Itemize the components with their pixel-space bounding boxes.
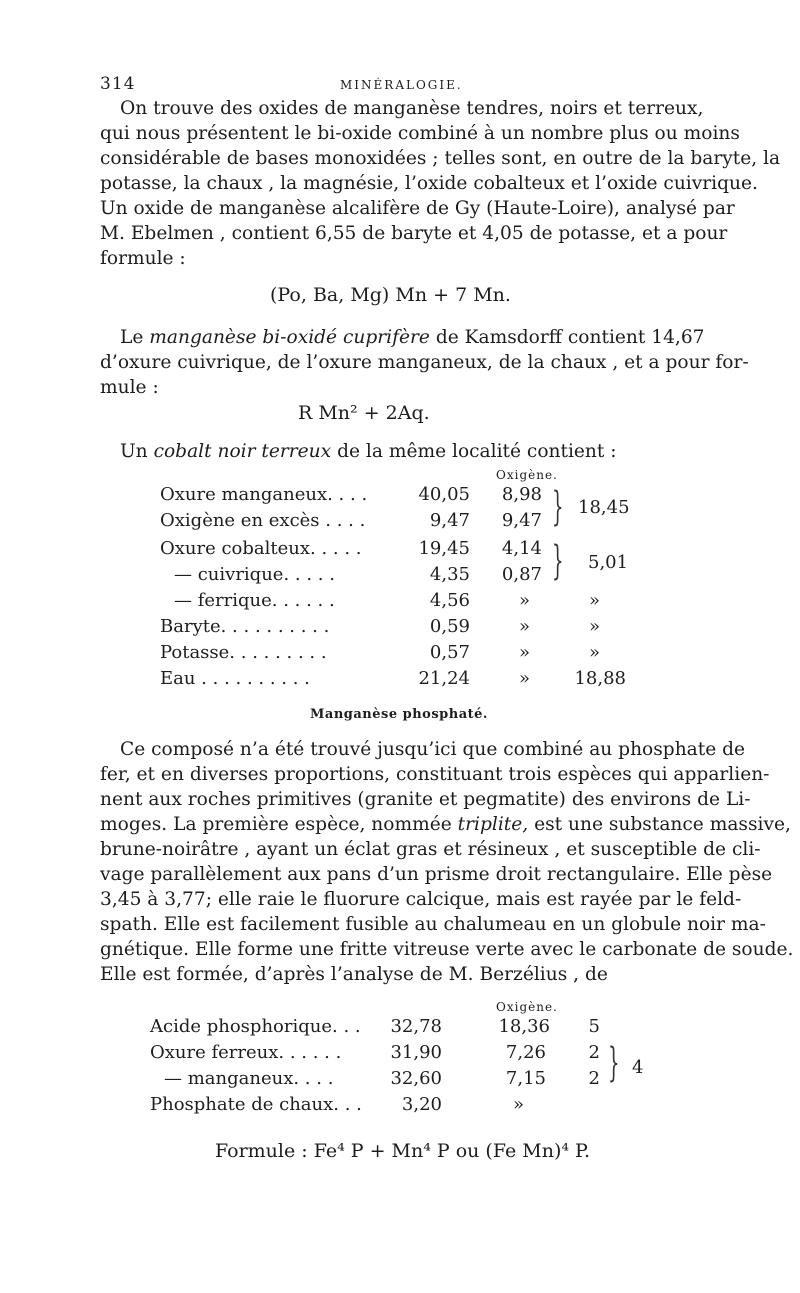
component-name: Oxigène en excès . . . . bbox=[160, 510, 366, 531]
component-value: 0,59 bbox=[429, 616, 470, 637]
paragraph-4 bbox=[100, 737, 794, 987]
component-value: 19,45 bbox=[418, 538, 470, 559]
text-line: vage parallèlement aux pans d’un prisme droit rectangulaire. Elle pèse bbox=[100, 864, 773, 885]
text-run: de la même localité contient : bbox=[337, 441, 617, 462]
component-name: — manganeux. . . . bbox=[164, 1068, 334, 1089]
oxygen-value: 7,15 bbox=[505, 1068, 546, 1089]
brace-glyph: } bbox=[552, 538, 564, 584]
component-name: — ferrique. . . . . . bbox=[174, 590, 335, 611]
paragraph-3 bbox=[100, 439, 697, 464]
paragraph-1 bbox=[100, 96, 781, 271]
text-line bbox=[100, 812, 791, 837]
text-line: gnétique. Elle forme une fritte vitreuse verte avec le carbonate de soude. bbox=[100, 939, 794, 960]
component-value: 4,35 bbox=[429, 564, 470, 585]
oxygen-value: » bbox=[518, 616, 530, 637]
oxygen-value: » bbox=[512, 1094, 524, 1115]
italic-term: manganèse bi-oxidé cuprifère bbox=[149, 327, 430, 348]
component-name: Baryte. . . . . . . . . . bbox=[160, 616, 330, 637]
component-value: 0,57 bbox=[429, 642, 470, 663]
oxygen-ratio-sum: 4 bbox=[632, 1057, 644, 1078]
oxygen-value: 8,98 bbox=[501, 484, 542, 505]
text-line: Ce composé n’a été trouvé jusqu’ici que combiné au phosphate de bbox=[120, 739, 746, 760]
text-run: est une substance massive, bbox=[534, 814, 791, 835]
oxygen-sum: 5,01 bbox=[588, 552, 629, 573]
oxygen-value: » bbox=[518, 590, 530, 611]
oxygen-sum: » bbox=[588, 590, 600, 611]
text-line bbox=[100, 325, 705, 350]
section-title: Manganèse phosphaté. bbox=[310, 707, 488, 722]
component-value: 4,56 bbox=[429, 590, 470, 611]
component-value: 3,20 bbox=[401, 1094, 442, 1115]
oxygen-sum: » bbox=[588, 616, 600, 637]
oxygen-ratio: 2 bbox=[588, 1068, 600, 1089]
running-header: MINÉRALOGIE. bbox=[340, 78, 463, 92]
italic-term: cobalt noir terreux bbox=[153, 441, 332, 462]
text-line: Elle est formée, d’après l’analyse de M. Berzélius , de bbox=[100, 964, 608, 985]
text-line: d’oxure cuivrique, de l’oxure manganeux, de la chaux , et a pour for- bbox=[100, 352, 749, 373]
formula-1: (Po, Ba, Mg) Mn + 7 Mn. bbox=[270, 284, 511, 306]
text-line: formule : bbox=[100, 248, 186, 269]
brace-glyph: } bbox=[608, 1040, 620, 1086]
component-name: Oxure cobalteux. . . . . bbox=[160, 538, 362, 559]
text-run: Le bbox=[120, 327, 144, 348]
component-name: Oxure manganeux. . . . bbox=[160, 484, 368, 505]
component-value: 21,24 bbox=[418, 668, 470, 689]
italic-term: triplite, bbox=[457, 814, 529, 835]
oxygen-sum: 18,88 bbox=[574, 668, 626, 689]
component-name: Acide phosphorique. . . bbox=[150, 1016, 361, 1037]
text-run: moges. La première espèce, nommée bbox=[100, 814, 452, 835]
oxygen-sum: » bbox=[588, 642, 600, 663]
oxygen-ratio: 5 bbox=[588, 1016, 600, 1037]
text-line: fer, et en diverses proportions, constituant trois espèces qui apparlien- bbox=[100, 764, 770, 785]
text-line: On trouve des oxides de manganèse tendres, noirs et terreux, bbox=[120, 98, 704, 119]
text-line: potasse, la chaux , la magnésie, l’oxide cobalteux et l’oxide cuivrique. bbox=[100, 173, 758, 194]
text-line: Un oxide de manganèse alcalifère de Gy (Haute-Loire), analysé par bbox=[100, 198, 735, 219]
text-line: qui nous présentent le bi-oxide combiné à un nombre plus ou moins bbox=[100, 123, 740, 144]
component-value: 32,78 bbox=[390, 1016, 442, 1037]
text-line: considérable de bases monoxidées ; telles sont, en outre de la baryte, la bbox=[100, 148, 781, 169]
text-run: de Kamsdorff contient 14,67 bbox=[435, 327, 705, 348]
oxygen-value: 0,87 bbox=[501, 564, 542, 585]
text-line: mule : bbox=[100, 377, 159, 398]
text-line: spath. Elle est facilement fusible au chalumeau en un globule noir ma- bbox=[100, 914, 766, 935]
oxygen-value: » bbox=[518, 668, 530, 689]
component-name: Oxure ferreux. . . . . . bbox=[150, 1042, 342, 1063]
component-value: 40,05 bbox=[418, 484, 470, 505]
oxygen-value: 7,26 bbox=[505, 1042, 546, 1063]
formula-3: Formule : Fe⁴ P + Mn⁴ P ou (Fe Mn)⁴ P. bbox=[215, 1140, 591, 1162]
oxygen-value: 9,47 bbox=[501, 510, 542, 531]
page-number: 314 bbox=[100, 74, 136, 94]
text-line bbox=[100, 439, 697, 464]
brace-glyph: } bbox=[552, 484, 564, 530]
oxygen-value: » bbox=[518, 642, 530, 663]
component-name: Potasse. . . . . . . . . bbox=[160, 642, 327, 663]
paragraph-2 bbox=[100, 325, 749, 400]
component-value: 31,90 bbox=[390, 1042, 442, 1063]
text-line: 3,45 à 3,77; elle raie le fluorure calcique, mais est rayée par le feld- bbox=[100, 889, 742, 910]
component-value: 9,47 bbox=[429, 510, 470, 531]
text-line: M. Ebelmen , contient 6,55 de baryte et 4,05 de potasse, et a pour bbox=[100, 223, 728, 244]
component-name: Eau . . . . . . . . . . bbox=[160, 668, 310, 689]
oxygen-value: 18,36 bbox=[498, 1016, 550, 1037]
component-name: Phosphate de chaux. . . bbox=[150, 1094, 362, 1115]
formula-2: R Mn² + 2Aq. bbox=[298, 402, 430, 424]
oxygen-ratio: 2 bbox=[588, 1042, 600, 1063]
component-name: — cuivrique. . . . . bbox=[174, 564, 335, 585]
oxygen-value: 4,14 bbox=[501, 538, 542, 559]
oxygen-sum: 18,45 bbox=[578, 497, 630, 518]
text-line: brune-noirâtre , ayant un éclat gras et résineux , et susceptible de cli- bbox=[100, 839, 761, 860]
text-line: nent aux roches primitives (granite et pegmatite) des environs de Li- bbox=[100, 789, 751, 810]
text-run: Un bbox=[120, 441, 148, 462]
oxygen-column-header: Oxigène. bbox=[496, 1000, 558, 1014]
oxygen-column-header: Oxigène. bbox=[496, 468, 558, 482]
component-value: 32,60 bbox=[390, 1068, 442, 1089]
